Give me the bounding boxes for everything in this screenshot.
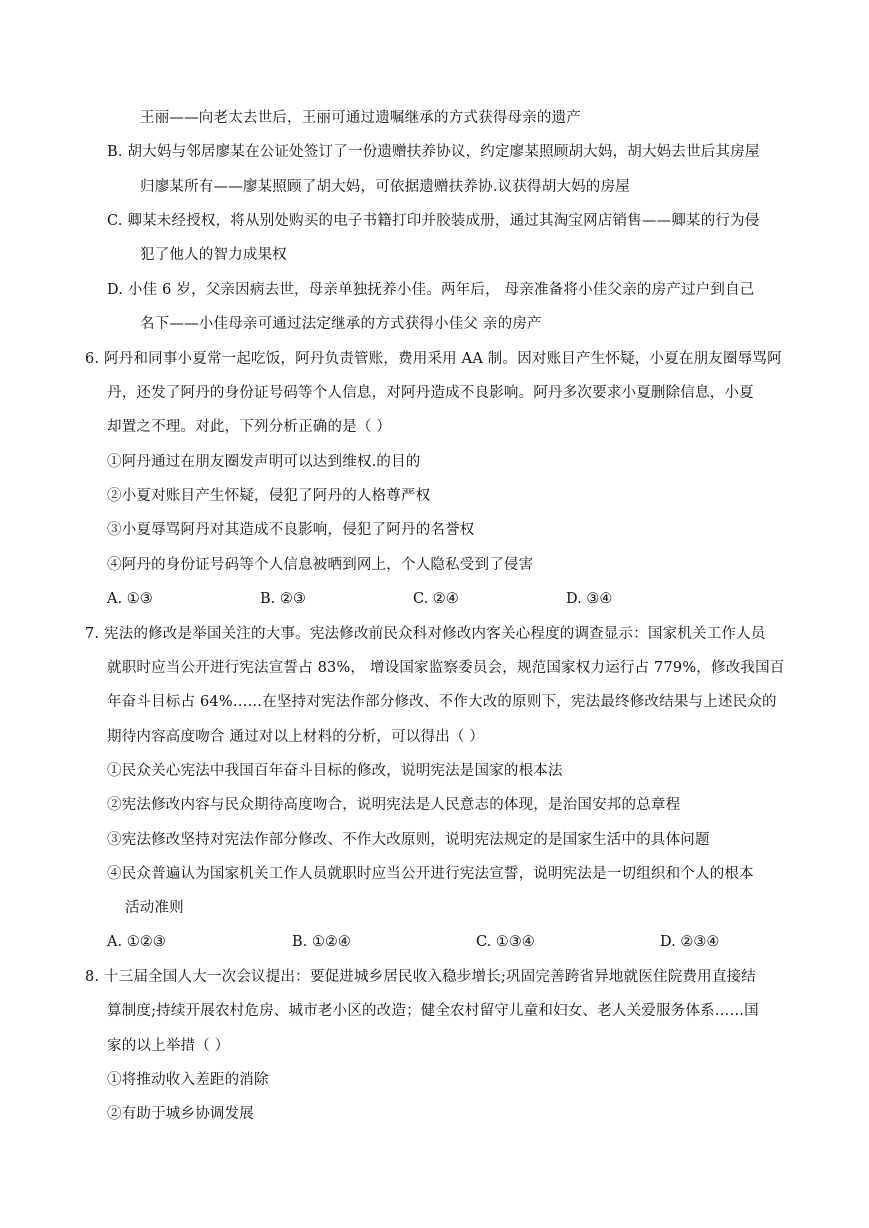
q7-option-a: A. ①②③ bbox=[107, 934, 166, 950]
q8-stem-line3: 家的以上举措（ ） bbox=[107, 1038, 230, 1054]
q6-statement-3: ③小夏辱骂阿丹对其造成不良影响，侵犯了阿丹的名誉权 bbox=[107, 522, 475, 538]
q8-statement-1: ①将推动收入差距的消除 bbox=[107, 1072, 269, 1088]
q6-statement-1: ①阿丹通过在朋友圈发声明可以达到维权.的目的 bbox=[107, 454, 421, 470]
q7-statement-1: ①民众关心宪法中我国百年奋斗目标的修改，说明宪法是国家的根本法 bbox=[107, 763, 563, 779]
q6-stem-line1: 6. 阿丹和同事小夏常一起吃饭，阿丹负责管账，费用采用 AA 制。因对账目产生怀疑，小夏在朋友圈辱骂阿 bbox=[85, 351, 782, 367]
q6-option-c: C. ②④ bbox=[413, 591, 459, 607]
q7-stem-line4: 期待内容高度吻合 通过对以上材料的分析，可以得出（ ） bbox=[107, 729, 485, 745]
q7-statement-4-line1: ④民众普遍认为国家机关工作人员就职时应当公开进行宪法宣誓，说明宪法是一切组织和个人的根本 bbox=[107, 866, 754, 882]
q5-option-b-line1: B. 胡大妈与邻居廖某在公证处签订了一份遗赠扶养协议，约定廖某照顾胡大妈，胡大妈去世后其房屋 bbox=[107, 144, 760, 160]
q8-stem-line1: 8. 十三届全国人大一次会议提出：要促进城乡居民收入稳步增长;巩固完善跨省异地就医住院费用直接结 bbox=[85, 969, 756, 985]
q8-stem-line2: 算制度;持续开展农村危房、城市老小区的改造；健全农村留守儿童和妇女、老人关爱服务体系……国 bbox=[107, 1003, 759, 1019]
q7-stem-line3: 年奋斗目标占 64%……在坚持对宪法作部分修改、不作大改的原则下，宪法最终修改结果与上述民众的 bbox=[107, 694, 777, 710]
q7-option-d: D. ②③④ bbox=[660, 934, 720, 950]
q7-statement-3: ③宪法修改坚持对宪法作部分修改、不作大改原则，说明宪法规定的是国家生活中的具体问题 bbox=[107, 832, 710, 848]
q5-option-d-line2: 名下——小佳母亲可通过法定继承的方式获得小佳父 亲的房产 bbox=[140, 316, 542, 332]
q6-option-d: D. ③④ bbox=[566, 591, 613, 607]
q7-option-b: B. ①②④ bbox=[292, 934, 351, 950]
q6-option-b: B. ②③ bbox=[260, 591, 306, 607]
q5-option-c-line2: 犯了他人的智力成果权 bbox=[140, 247, 287, 263]
q7-stem-line1: 7. 宪法的修改是举国关注的大事。宪法修改前民众科对修改内客关心程度的调查显示：国家机关工作人员 bbox=[85, 626, 766, 642]
q5-option-a-continuation: 王丽——向老太去世后，王丽可通过遗嘱继承的方式获得母亲的遗产 bbox=[140, 110, 581, 126]
q8-statement-2: ②有助于城乡协调发展 bbox=[107, 1106, 254, 1122]
q6-option-a: A. ①③ bbox=[107, 591, 153, 607]
q6-statement-2: ②小夏对账目产生怀疑，侵犯了阿丹的人格尊严权 bbox=[107, 488, 431, 504]
q6-statement-4: ④阿丹的身份证号码等个人信息被晒到网上，个人隐私受到了侵害 bbox=[107, 557, 534, 573]
q5-option-b-line2: 归廖某所有——廖某照顾了胡大妈，可依据遗赠扶养协.议获得胡大妈的房屋 bbox=[140, 179, 630, 195]
q5-option-d-line1: D. 小佳 6 岁，父亲因病去世，母亲单独抚养小佳。两年后， 母亲准备将小佳父亲的房产过户到自己 bbox=[107, 282, 755, 298]
q5-option-c-line1: C. 卿某未经授权，将从别处购买的电子书籍打印并胶装成册，通过其淘宝网店销售——卿某的行为侵 bbox=[107, 213, 760, 229]
q7-statement-4-line2: 活动准则 bbox=[125, 900, 184, 916]
q7-option-c: C. ①③④ bbox=[476, 934, 535, 950]
q7-stem-line2: 就职时应当公开进行宪法宣誓占 83%， 增设国家监察委员会，规范国家权力运行占 779%，修改我国百 bbox=[107, 660, 785, 676]
q6-stem-line3: 却置之不理。对此，下列分析正确的是（ ） bbox=[107, 419, 392, 435]
q6-stem-line2: 丹，还发了阿丹的身份证号码等个人信息，对阿丹造成不良影响。阿丹多次要求小夏删除信息，小夏 bbox=[107, 385, 754, 401]
q7-statement-2: ②宪法修改内容与民众期待高度吻合，说明宪法是人民意志的体现，是治国安邦的总章程 bbox=[107, 797, 681, 813]
